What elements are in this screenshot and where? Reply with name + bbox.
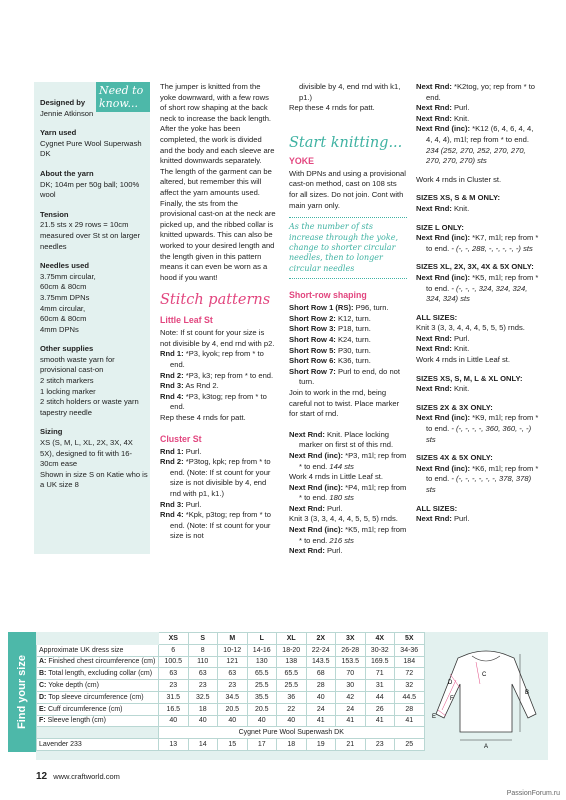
size-heading: ALL SIZES: (416, 503, 458, 513)
needles-list (40, 272, 148, 336)
join-text: Join to work in the rnd, being careful not to twist. Place marker for start of rnd. (289, 387, 400, 419)
yoke-text: With DPNs and using a provisional cast-on method, cast on 108 sts for all sizes. Do not join. Cont with main yarn only. (289, 168, 406, 210)
size-row (37, 715, 425, 727)
page-number: 12 (36, 771, 48, 782)
size-cell: 18-20 (277, 644, 307, 656)
size-cell: 14 (188, 739, 218, 751)
size-cell: 18 (188, 703, 218, 715)
pattern-row: Rnd 1: Purl. (160, 446, 202, 456)
yarn-row (37, 727, 425, 739)
size-cell: 68 (306, 668, 336, 680)
next-round: Next Rnd: Knit. (416, 384, 470, 394)
size-cell: 24 (336, 703, 366, 715)
next-round: Next Rnd (inc): *K6, m1l; rep from * to end. - (-, -, -, -, -, -, 378, 378) sts (416, 463, 539, 494)
yoke-heading: YOKE (289, 155, 314, 166)
size-table (36, 632, 425, 751)
start-knitting-heading: Start knitting... (289, 134, 403, 151)
supply-item: tapestry needle (40, 407, 92, 417)
size-cell: 28 (395, 703, 425, 715)
size-cell: 22 (277, 703, 307, 715)
size-heading: SIZES XS, S, M, L & XL ONLY: (416, 373, 523, 383)
size-cell: 34.5 (218, 691, 248, 703)
column-start (289, 82, 407, 557)
work-cluster-rounds: Work 4 rnds in Cluster st. (416, 174, 502, 184)
next-round: Next Rnd (inc): *K7, m1l; rep from * to end. - (-, -, 288, -, -, -, -, -) sts (416, 233, 539, 253)
pattern-row: Rnd 2: *P3, k3; rep from * to end. (160, 370, 274, 380)
row-label: B: Total length, excluding collar (cm) (37, 668, 159, 680)
size-cell: 63 (188, 668, 218, 680)
size-cell: 138 (277, 656, 307, 668)
size-cell: 31.5 (159, 691, 189, 703)
size-cell: 41 (336, 715, 366, 727)
size-cell: 22-24 (306, 644, 336, 656)
size-header: 2X (306, 633, 336, 645)
size-cell: 23 (365, 739, 395, 751)
label-f: F (450, 696, 454, 702)
other-supplies-list (40, 355, 148, 419)
tension-heading: Tension (40, 209, 69, 219)
lavender-row (37, 739, 425, 751)
jumper-schematic (428, 644, 544, 754)
size-cell: 17 (247, 739, 277, 751)
footer-url: www.craftworld.com (53, 772, 120, 781)
label-c: C (482, 672, 487, 678)
pattern-row: Rnd 1: *P3, kyok; rep from * to end. (160, 349, 264, 370)
short-row: Short Row 6: K36, turn. (289, 356, 371, 366)
stitch-patterns-heading: Stitch patterns (160, 292, 271, 309)
designer-name: Jennie Atkinson (40, 108, 94, 118)
size-cell: 40 (306, 691, 336, 703)
size-cell: 23 (159, 680, 189, 692)
size-cell: 20.5 (247, 703, 277, 715)
next-round: Next Rnd: *K2tog, yo; rep from * to end. (416, 82, 536, 102)
size-cell: 10-12 (218, 644, 248, 656)
size-cell: 15 (218, 739, 248, 751)
size-cell: 23 (188, 680, 218, 692)
needle-tip-callout: As the number of sts increase through the yoke, change to shorter circular needles, then to longer circular needles (289, 217, 407, 279)
size-header: 4X (365, 633, 395, 645)
size-cell: 19 (306, 739, 336, 751)
size-cell: 44 (365, 691, 395, 703)
size-cell: 31 (365, 680, 395, 692)
needle-item: 3.75mm DPNs (40, 292, 90, 302)
size-cell: 44.5 (395, 691, 425, 703)
next-round: Next Rnd: Knit. (416, 344, 470, 354)
label-b: B (525, 690, 530, 696)
row-label: F: Sleeve length (cm) (37, 715, 159, 727)
cluster-st-heading: Cluster St (160, 433, 202, 444)
size-cell: 110 (188, 656, 218, 668)
short-row: Short Row 4: K24, turn. (289, 334, 371, 344)
size-cell: 41 (365, 715, 395, 727)
next-round: Next Rnd (inc): *K5, m1l; rep from * to end. - (-, -, -, 324, 324, 324, 324, 324) sts (416, 272, 539, 304)
sizing-heading: Sizing (40, 427, 63, 437)
pattern-row: Rnd 3: Purl. (160, 499, 202, 509)
next-round: Next Rnd: Purl. (289, 546, 343, 556)
pattern-row: Rnd 4: *Kpk, p3tog; rep from * to end. (Note: If st count for your size is not (160, 510, 272, 541)
size-cell: 8 (188, 644, 218, 656)
next-round: Next Rnd (inc): *P4, m1l; rep from * to end. 180 sts (289, 482, 407, 503)
next-round: Next Rnd: Purl. (416, 514, 470, 524)
short-row-heading: Short-row shaping (289, 290, 367, 301)
size-cell: 25.5 (247, 680, 277, 692)
column-intro (160, 82, 276, 542)
size-header: L (247, 633, 277, 645)
size-header: S (188, 633, 218, 645)
size-row (37, 644, 425, 656)
size-cell: 16.5 (159, 703, 189, 715)
watermark: PassionForum.ru (506, 790, 560, 797)
size-cell: 63 (159, 668, 189, 680)
next-round: Next Rnd: Knit. (416, 113, 470, 123)
size-heading: SIZES XL, 2X, 3X, 4X & 5X ONLY: (416, 262, 534, 272)
knit-rounds: Knit 3 (3, 3, 4, 4, 4, 5, 5, 5) rnds. (289, 514, 398, 524)
size-heading: SIZES 2X & 3X ONLY: (416, 402, 493, 412)
next-round: Next Rnd (inc): *K9, m1l; rep from * to end. - (-, -, -, -, 360, 360, -, -) sts (416, 413, 539, 444)
short-row: Short Row 7: Purl to end, do not turn. (289, 366, 401, 387)
size-cell: 34-36 (395, 644, 425, 656)
size-cell: 30-32 (365, 644, 395, 656)
size-cell: 63 (218, 668, 248, 680)
yarn-used-text: Cygnet Pure Wool Superwash DK (40, 138, 142, 159)
size-cell: 169.5 (365, 656, 395, 668)
size-cell: 32.5 (188, 691, 218, 703)
size-cell: 41 (395, 715, 425, 727)
size-header: XS (159, 633, 189, 645)
size-row (37, 703, 425, 715)
supply-item: 2 stitch markers (40, 376, 94, 386)
size-cell: 184 (395, 656, 425, 668)
needle-item: 60cm & 80cm (40, 314, 87, 324)
size-cell: 20.5 (218, 703, 248, 715)
size-cell: 23 (218, 680, 248, 692)
row-label: A: Finished chest circumference (cm) (37, 656, 159, 668)
pattern-row: Rnd 3: As Rnd 2. (160, 381, 219, 391)
needle-item: 3.75mm circular, (40, 271, 96, 281)
needles-heading: Needles used (40, 261, 89, 271)
size-cell: 71 (365, 668, 395, 680)
size-cell: 143.5 (306, 656, 336, 668)
sizing-text: XS (S, M, L, XL, 2X, 3X, 4X 5X), designed to fit with 16-30cm ease (40, 438, 133, 469)
size-cell: 40 (247, 715, 277, 727)
size-cell: 40 (218, 715, 248, 727)
size-cell: 72 (395, 668, 425, 680)
size-cell: 65.5 (247, 668, 277, 680)
knit-rounds: Knit 3 (3, 3, 4, 4, 4, 5, 5, 5) rnds. (416, 323, 525, 333)
size-header: XL (277, 633, 307, 645)
size-cell: 28 (306, 680, 336, 692)
yarn-name-cell: Cygnet Pure Wool Superwash DK (159, 727, 425, 739)
size-cell: 42 (336, 691, 366, 703)
size-cell: 40 (188, 715, 218, 727)
cluster-continued: divisible by 4, end rnd with k1, p1.) (299, 82, 401, 102)
label-d: D (448, 680, 453, 686)
next-round: Next Rnd: Purl. (289, 503, 343, 513)
row-label: Approximate UK dress size (37, 644, 159, 656)
find-your-size-label: Find your size (16, 655, 28, 729)
size-cell: 32 (395, 680, 425, 692)
size-cell: 130 (247, 656, 277, 668)
row-label: Lavender 233 (37, 739, 159, 751)
column-yoke-cont (416, 82, 540, 525)
short-row: Short Row 5: P30, turn. (289, 345, 371, 355)
size-header: M (218, 633, 248, 645)
tension-text: 21.5 sts x 29 rows = 10cm measured over St st on larger needles (40, 220, 141, 251)
size-cell: 18 (277, 739, 307, 751)
size-cell: 100.5 (159, 656, 189, 668)
size-cell: 13 (159, 739, 189, 751)
next-round: Next Rnd (inc): *P3, m1l; rep from * to end. 144 sts (289, 450, 407, 471)
work-rounds: Work 4 rnds in Little Leaf st. (289, 472, 383, 482)
little-leaf-repeat: Rep these 4 rnds for patt. (160, 413, 246, 423)
size-header: 5X (395, 633, 425, 645)
need-to-know-content (40, 98, 148, 491)
little-leaf-heading: Little Leaf St (160, 315, 213, 326)
size-cell: 24 (306, 703, 336, 715)
size-header-row (37, 633, 425, 645)
size-cell: 41 (306, 715, 336, 727)
size-cell: 35.5 (247, 691, 277, 703)
pattern-row: Rnd 4: *P3, k3tog; rep from * to end. (160, 391, 267, 412)
yarn-used-heading: Yarn used (40, 128, 77, 138)
page-footer (36, 771, 120, 782)
supply-item: 1 locking marker (40, 386, 96, 396)
size-cell: 40 (277, 715, 307, 727)
size-cell: 65.5 (277, 668, 307, 680)
size-cell: 21 (336, 739, 366, 751)
about-yarn-text: DK; 104m per 50g ball; 100% wool (40, 179, 140, 200)
other-supplies-heading: Other supplies (40, 344, 94, 354)
size-cell: 14-16 (247, 644, 277, 656)
little-leaf-note: Note: If st count for your size is not divisible by 4, end rnd with p2. (160, 328, 275, 348)
next-round: Next Rnd: Knit. (416, 203, 470, 213)
short-row: Short Row 3: P18, turn. (289, 324, 371, 334)
size-cell: 153.5 (336, 656, 366, 668)
label-a: A (483, 744, 489, 750)
size-heading: SIZE L ONLY: (416, 222, 464, 232)
size-row (37, 680, 425, 692)
size-cell: 70 (336, 668, 366, 680)
row-label: C: Yoke depth (cm) (37, 680, 159, 692)
size-row (37, 668, 425, 680)
size-cell: 121 (218, 656, 248, 668)
next-round: Next Rnd: Purl. (416, 103, 470, 113)
label-e: E (432, 714, 437, 720)
size-cell: 26 (365, 703, 395, 715)
size-cell: 25 (395, 739, 425, 751)
supply-item: 2 stitch holders or waste yarn (40, 397, 139, 407)
intro-paragraph: The jumper is knitted from the yoke downward, with a few rows of short row shaping at the back neck to increase the back length. After the yoke has been completed, the work is divided and the body and each sleeve are knitted downwards separately. The length of the garment can be altered, but remember this will affect the yarn amounts used. Finally, the sts from the provisional cast-on at the neck are picked up, and the ribbed collar is knitted upwards. This can also be worked to your desired length and the length given in this pattern means it can even be worn as a hood if you want! (160, 82, 276, 282)
short-row: Short Row 1 (RS): P96, turn. (289, 303, 389, 313)
next-round: Next Rnd (inc): *K5, m1l; rep from * to end. 216 sts (289, 525, 407, 545)
needle-item: 4mm circular, (40, 303, 86, 313)
row-label: E: Cuff circumference (cm) (37, 703, 159, 715)
short-row: Short Row 2: K12, turn. (289, 313, 371, 323)
size-cell: 40 (159, 715, 189, 727)
designed-by-heading: Designed by (40, 98, 86, 107)
size-header: 3X (336, 633, 366, 645)
size-heading: ALL SIZES: (416, 312, 458, 322)
size-row (37, 691, 425, 703)
supply-item: smooth waste yarn for provisional cast-on (40, 354, 115, 375)
pattern-row: Rnd 2: *P3tog, kpk; rep from * to end. (Note: If st count for your size is not divisible by 4, end rnd with p1, k1.) (160, 457, 271, 498)
size-cell: 25.5 (277, 680, 307, 692)
sizing-note: Shown in size S on Katie who is a UK size 8 (40, 469, 148, 490)
cluster-repeat: Rep these 4 rnds for patt. (289, 103, 375, 113)
work-leaf-rounds: Work 4 rnds in Little Leaf st. (416, 355, 510, 365)
size-cell: 36 (277, 691, 307, 703)
size-cell: 26-28 (336, 644, 366, 656)
needle-item: 4mm DPNs (40, 324, 79, 334)
size-cell: 6 (159, 644, 189, 656)
size-heading: SIZES XS, S & M ONLY: (416, 193, 500, 203)
size-row (37, 656, 425, 668)
next-round: Next Rnd: Purl. (416, 333, 470, 343)
needle-item: 60cm & 80cm (40, 282, 87, 292)
row-label: D: Top sleeve circumference (cm) (37, 691, 159, 703)
jumper-outline (436, 651, 536, 732)
size-heading: SIZES 4X & 5X ONLY: (416, 453, 493, 463)
size-cell: 30 (336, 680, 366, 692)
next-round: Next Rnd: Knit. Place locking marker on first st of this rnd. (289, 429, 394, 450)
about-yarn-heading: About the yarn (40, 168, 94, 178)
next-round: Next Rnd (inc): *K12 (6, 4, 6, 4, 4, 4, 4, 4), m1l; rep from * to end. 234 (252, 270, 252, 270, 270, 270, 270, 270) sts (416, 124, 534, 166)
need-to-know-tab: Need to know... (96, 82, 150, 112)
